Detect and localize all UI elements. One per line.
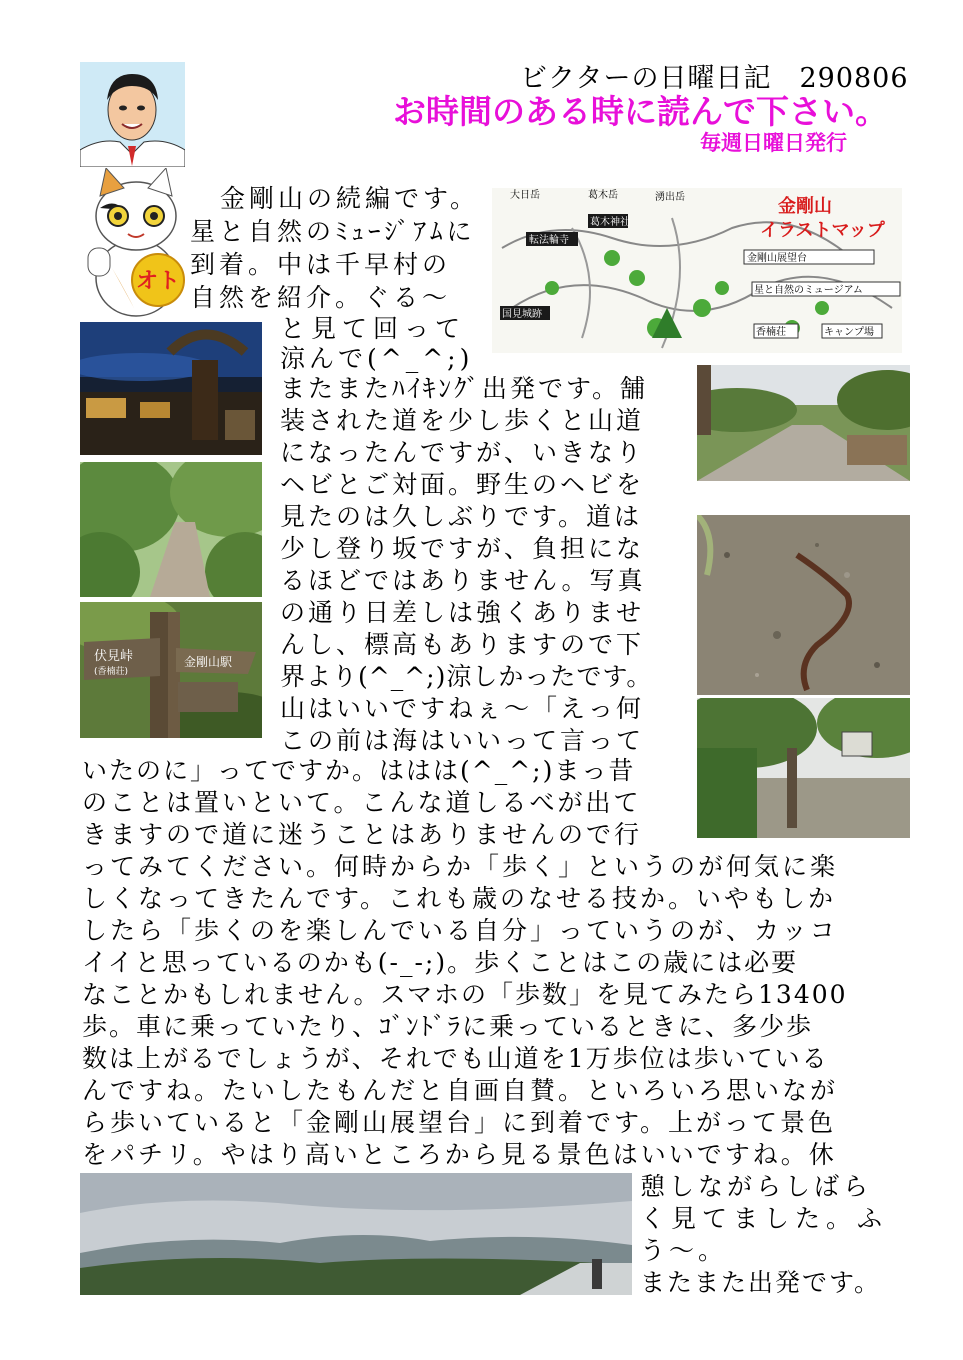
observatory-panorama-photo <box>80 1173 632 1295</box>
body-line-2: 星と自然のﾐｭｰｼﾞｱﾑに <box>190 217 476 246</box>
body-line-24: したら「歩くのを楽しんでいる自分」っていうのが、カッコ <box>82 916 838 945</box>
body-line-10: ヘビとご対面。野生のヘビを <box>280 470 645 499</box>
body-line-26: なことかもしれません。スマホの「歩数」を見てみたら13400 <box>82 980 848 1009</box>
map-label-kounansou: 香楠荘 <box>756 327 786 338</box>
body-line-16: 界より(^_^;)涼しかったです。 <box>280 662 653 691</box>
body-line-20: のことは置いといて。こんな道しるべが出て <box>82 788 642 817</box>
body-line-35: またまた出発です。 <box>640 1268 882 1297</box>
lucky-cat-sign-text: オト <box>135 269 181 294</box>
signpost-right-label: 金剛山駅 <box>184 655 233 669</box>
body-line-28: 数は上がるでしょうが、それでも山道を1万歩位は歩いている <box>82 1044 829 1073</box>
kongo-illustrated-map <box>492 188 902 353</box>
body-line-27: 歩。車に乗っていたり、ｺﾞﾝﾄﾞﾗに乗っているときに、多少歩 <box>82 1012 814 1041</box>
map-label-kunimi: 国見城跡 <box>502 309 542 320</box>
body-line-15: んし、標高もありますので下 <box>280 630 645 659</box>
map-title-kongo: 金剛山 <box>778 196 832 217</box>
museum-interior-photo <box>80 322 262 455</box>
map-peak-wakide: 湧出岳 <box>655 192 685 203</box>
weekly-publication-note: 毎週日曜日発行 <box>700 131 847 155</box>
body-line-30: ら歩いていると「金剛山展望台」に到着です。上がって景色 <box>82 1108 837 1137</box>
body-line-18: この前は海はいいって言って <box>280 726 645 755</box>
signpost-left-label: 伏見峠 <box>94 649 134 664</box>
body-line-17: 山はいいですねぇ～「えっ何 <box>280 694 645 723</box>
map-title-illustmap: イラストマップ <box>760 220 885 241</box>
body-line-31: をパチリ。やはり高いところから見る景色はいいですね。休 <box>82 1140 837 1169</box>
map-label-observatory: 金剛山展望台 <box>747 253 807 264</box>
body-line-11: 見たのは久しぶりです。道は <box>280 502 643 531</box>
forest-path-photo <box>80 462 262 597</box>
body-line-3: 到着。中は千早村の <box>190 250 452 279</box>
body-line-33: く見てました。ふ <box>640 1204 889 1233</box>
snake-on-path-photo <box>697 515 910 695</box>
diary-title: ビクターの日曜日記 290806 <box>520 63 909 94</box>
body-line-8: 装された道を少し歩くと山道 <box>280 406 645 435</box>
lucky-cat-illustration <box>84 168 189 318</box>
body-line-12: 少し登り坂ですが、負担にな <box>280 534 645 563</box>
body-line-29: んですね。たいしたもんだと自画自賛。といろいろ思いなが <box>82 1076 839 1105</box>
body-line-19: いたのに」ってですか。ははは(^_^;)まっ昔 <box>82 756 636 785</box>
paved-road-photo <box>697 365 910 481</box>
map-label-katsuragi-shrine: 葛木神社 <box>590 217 630 228</box>
body-line-5: と見て回って <box>280 314 467 343</box>
body-line-21: きますので道に迷うことはありませんので行 <box>82 820 643 849</box>
body-line-9: になったんですが、いきなり <box>280 438 645 467</box>
signpost-left-sub: (香楠荘) <box>94 667 129 677</box>
author-portrait-illustration <box>80 62 185 167</box>
body-line-13: るほどではありません。写真 <box>280 566 646 595</box>
body-line-6: 涼んで(^_^;) <box>280 344 474 373</box>
subtitle: お時間のある時に読んで下さい。 <box>393 92 888 131</box>
body-line-25: イイと思っているのかも(-_-;)。歩くことはこの歳には必要 <box>82 948 799 977</box>
body-line-4: 自然を紹介。ぐる～ <box>190 283 452 312</box>
body-line-7: またまたﾊｲｷﾝｸﾞ出発です。舗 <box>280 374 649 403</box>
map-peak-dainichi: 大日岳 <box>510 190 540 201</box>
body-line-32: 憩しながらしばら <box>640 1172 873 1201</box>
body-line-14: の通り日差しは強くありませ <box>280 598 645 627</box>
body-line-1: 金剛山の続編です。 <box>220 184 480 213</box>
body-line-34: う～。 <box>640 1236 728 1265</box>
map-label-tenporin: 転法輪寺 <box>529 235 569 246</box>
trail-signboard-photo <box>697 698 910 838</box>
body-line-22: ってみてください。何時からか「歩く」というのが何気に楽 <box>82 852 839 881</box>
body-line-23: しくなってきたんです。これも歳のなせる技か。いやもしか <box>82 884 837 913</box>
map-peak-katsuragi: 葛木岳 <box>588 190 618 201</box>
map-label-campsite: キャンプ場 <box>824 327 874 338</box>
map-label-museum: 星と自然のミュージアム <box>754 285 863 296</box>
signpost-photo <box>80 602 262 738</box>
